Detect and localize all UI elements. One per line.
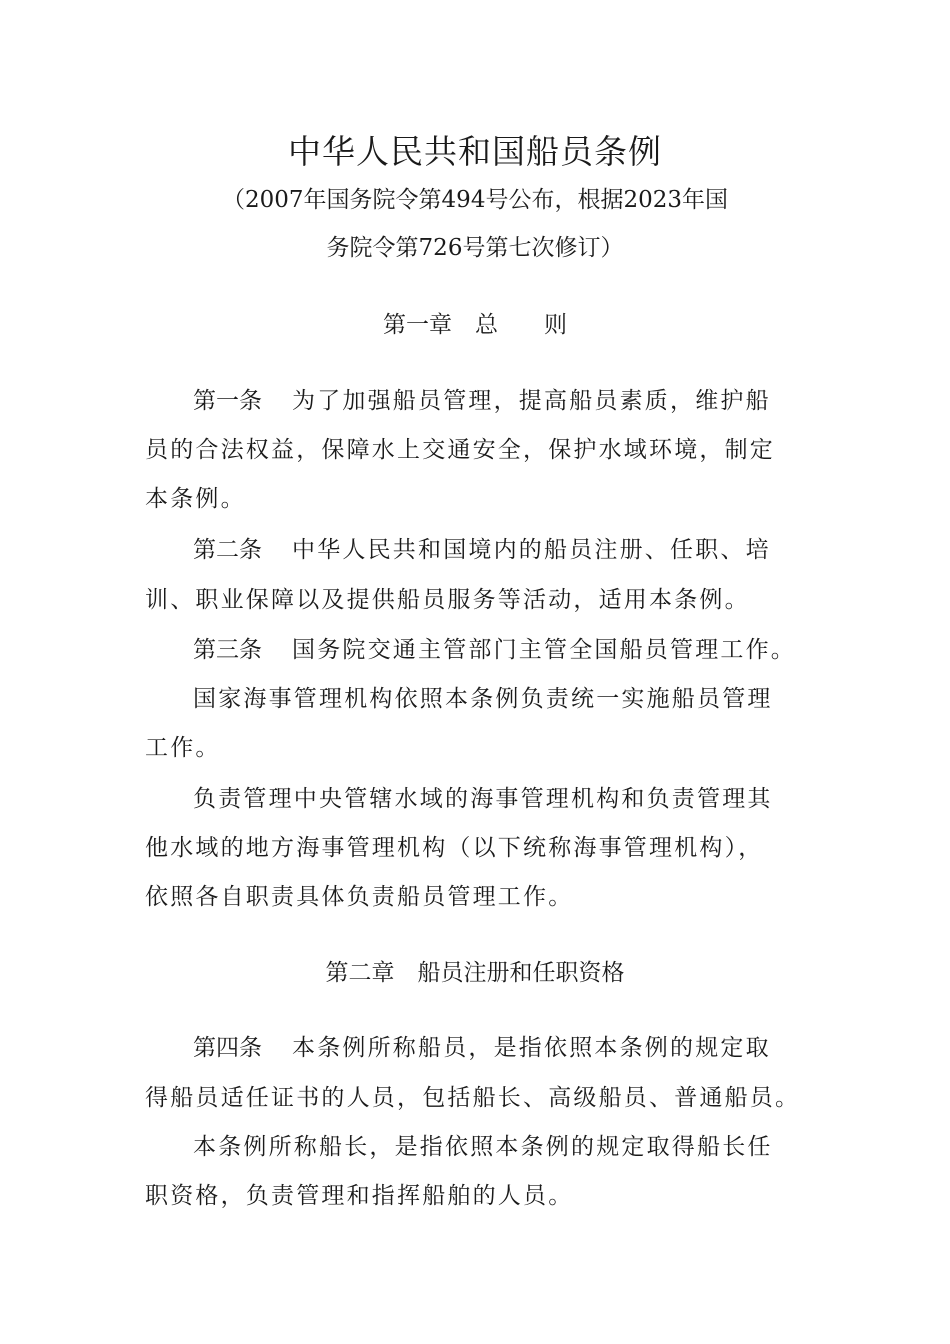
article-text: 中华人民共和国境内的船员注册、任职、培 bbox=[292, 537, 771, 563]
paragraph-first-line: 负责管理中央管辖水域的海事管理机构和负责管理其 bbox=[193, 786, 773, 812]
article-text-line: 训、职业保障以及提供船员服务等活动，适用本条例。 bbox=[145, 587, 750, 613]
article-first-line bbox=[193, 1033, 785, 1063]
article-text-line: 本条例。 bbox=[145, 486, 246, 512]
article-text-line: 工作。 bbox=[145, 735, 221, 761]
paragraph-first-line: 国家海事管理机构依照本条例负责统一实施船员管理 bbox=[193, 686, 773, 712]
document-title: 中华人民共和国船员条例 bbox=[288, 132, 662, 171]
article-label: 第三条 bbox=[193, 637, 262, 663]
article-text-line: 得船员适任证书的人员，包括船长、高级船员、普通船员。 bbox=[145, 1085, 801, 1111]
article-label: 第四条 bbox=[193, 1035, 262, 1061]
chapter-heading: 第二章 船员注册和任职资格 bbox=[325, 960, 625, 986]
article-first-line bbox=[193, 635, 796, 665]
article-text-line: 依照各自职责具体负责船员管理工作。 bbox=[145, 884, 574, 910]
article-text: 本条例所称船员，是指依照本条例的规定取 bbox=[292, 1035, 771, 1061]
article-text-line: 员的合法权益，保障水上交通安全，保护水域环境，制定 bbox=[145, 437, 775, 463]
paragraph-first-line: 本条例所称船长，是指依照本条例的规定取得船长任 bbox=[193, 1134, 773, 1160]
document-subtitle-line: 务院令第726号第七次修订） bbox=[326, 235, 624, 261]
article-label: 第二条 bbox=[193, 537, 262, 563]
article-text-line: 职资格，负责管理和指挥船舶的人员。 bbox=[145, 1183, 574, 1209]
chapter-heading: 第一章 总 则 bbox=[383, 312, 567, 338]
article-text: 为了加强船员管理，提高船员素质，维护船 bbox=[292, 388, 771, 414]
article-text-line: 他水域的地方海事管理机构（以下统称海事管理机构）， bbox=[145, 835, 764, 861]
article-label: 第一条 bbox=[193, 388, 262, 414]
article-first-line bbox=[193, 535, 785, 565]
article-text: 国务院交通主管部门主管全国船员管理工作。 bbox=[292, 637, 796, 663]
article-first-line bbox=[193, 386, 785, 416]
document-subtitle-line: （2007年国务院令第494号公布，根据2023年国 bbox=[222, 187, 728, 213]
